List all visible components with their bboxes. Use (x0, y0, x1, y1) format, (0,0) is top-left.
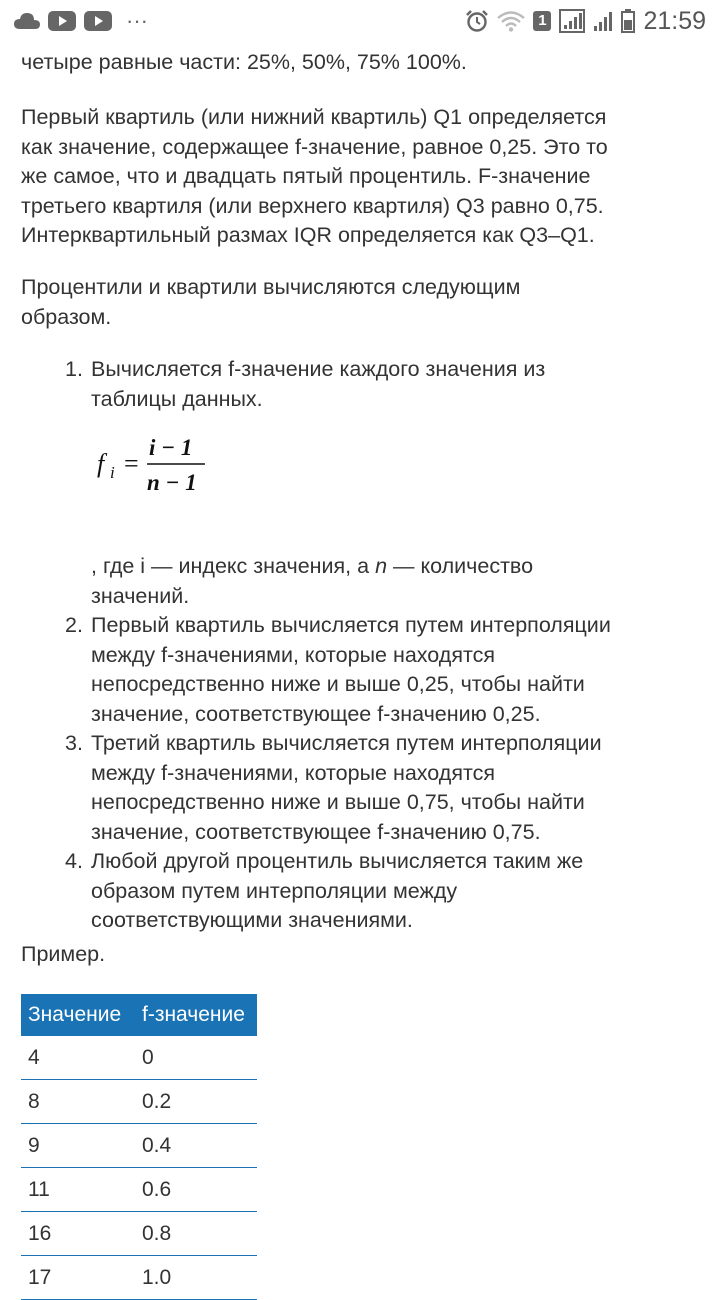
column-header: f-значение (135, 994, 257, 1036)
signal-icon (593, 10, 613, 32)
text-line: Третий квартиль вычисляется путем интерполяции (91, 731, 602, 755)
text-line: третьего квартиля (или верхнего квартиля) Q3 равно 0,75. (21, 193, 604, 218)
table-cell: 0.8 (135, 1212, 257, 1256)
f-value-table (21, 994, 257, 1300)
text-line: соответствующими значениями. (91, 908, 413, 932)
cloud-icon (14, 12, 40, 30)
text-line: как значение, содержащее f-значение, равное 0,25. Это то (21, 134, 608, 159)
table-row (21, 1212, 257, 1256)
text-line: образом. (21, 304, 112, 329)
formula-image (91, 422, 231, 502)
text-line: Любой другой процентиль вычисляется таким же (91, 849, 584, 873)
text-line: же самое, что и двадцать пятый процентиль. F-значение (21, 164, 591, 188)
note-text: — количество (387, 554, 534, 578)
table-row (21, 1080, 257, 1124)
status-bar (0, 0, 720, 42)
formula-denominator: n − 1 (147, 470, 197, 495)
alarm-icon (465, 9, 489, 33)
text-line: значение, соответствующее f-значению 0,25. (91, 701, 541, 726)
formula-equals: = (124, 449, 139, 478)
notification-icons (14, 8, 148, 34)
list-number: 4. (65, 849, 83, 873)
formula (91, 414, 701, 552)
table-row (21, 1036, 257, 1080)
table-cell: 17 (21, 1256, 135, 1300)
note-text: , где i — индекс значения, а (91, 554, 376, 578)
example-label: Пример. (21, 942, 106, 966)
table-cell: 0.6 (135, 1168, 257, 1212)
table-cell: 11 (21, 1168, 135, 1212)
intro-line: четыре равные части: 25%, 50%, 75% 100%. (21, 50, 467, 74)
table-row (21, 1168, 257, 1212)
formula-lhs: f (97, 449, 105, 478)
steps-list (21, 355, 701, 936)
text-line: непосредственно ниже и выше 0,75, чтобы найти (91, 790, 585, 814)
table-cell: 0.4 (135, 1124, 257, 1168)
wifi-icon (497, 10, 525, 32)
clock: 21:59 (643, 6, 706, 35)
list-number: 3. (65, 731, 83, 755)
table-row (21, 1256, 257, 1300)
text-line: Первый квартиль вычисляется путем интерполяции (91, 613, 611, 637)
table-header-row (21, 994, 257, 1036)
youtube-icon (48, 10, 76, 32)
table-cell: 0.2 (135, 1080, 257, 1124)
table-row (21, 1124, 257, 1168)
note-var: n (375, 554, 388, 578)
table-cell: 4 (21, 1036, 135, 1080)
text-line: Интерквартильный размах IQR определяется как Q3–Q1. (21, 223, 595, 247)
list-item (21, 611, 701, 729)
list-number: 1. (65, 357, 83, 381)
list-item (21, 729, 701, 847)
text-line: таблицы данных. (91, 386, 263, 411)
text-line: значение, соответствующее f-значению 0,75. (91, 819, 541, 844)
text-line: образом путем интерполяции между (91, 878, 458, 903)
system-icons (465, 6, 706, 36)
table-cell: 16 (21, 1212, 135, 1256)
formula-numerator: i − 1 (149, 435, 193, 460)
signal-icon (559, 9, 585, 33)
list-number: 2. (65, 613, 83, 637)
text-line: между f-значениями, которые находятся (91, 760, 495, 785)
text-line: между f-значениями, которые находятся (91, 642, 495, 667)
list-item (21, 355, 701, 611)
formula-note (91, 552, 701, 582)
sim-badge: 1 (533, 11, 551, 31)
text-line: Процентили и квартили вычисляются следующим (21, 275, 521, 299)
text-line: значений. (91, 583, 190, 608)
table-cell: 1.0 (135, 1256, 257, 1300)
formula-lhs-sub: i (110, 463, 115, 482)
table-cell: 0 (135, 1036, 257, 1080)
method-intro-paragraph (21, 273, 701, 332)
column-header: Значение (21, 994, 135, 1036)
battery-icon (621, 9, 635, 33)
list-item (21, 847, 701, 936)
text-line: непосредственно ниже и выше 0,25, чтобы найти (91, 672, 585, 696)
more-notifications-icon: ··· (126, 8, 148, 33)
text-line: Первый квартиль (или нижний квартиль) Q1 определяется (21, 105, 607, 129)
quartile-paragraph (21, 103, 701, 251)
youtube-icon (84, 10, 112, 32)
table-cell: 9 (21, 1124, 135, 1168)
table-cell: 8 (21, 1080, 135, 1124)
text-line: Вычисляется f-значение каждого значения из (91, 357, 546, 381)
